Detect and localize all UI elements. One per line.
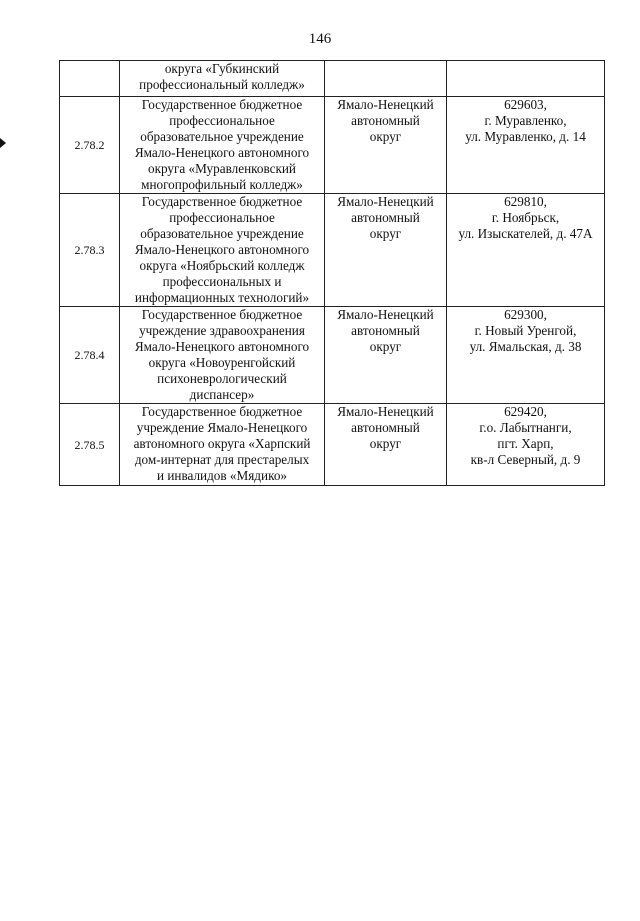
row-number: 2.78.3	[60, 194, 120, 307]
institution-name-line: многопрофильный колледж»	[141, 177, 303, 192]
region-cell-line: Ямало-Ненецкий	[337, 307, 434, 322]
region-cell-line: автономный	[351, 210, 420, 225]
institution-name-line: округа «Ноябрьский колледж	[139, 258, 305, 273]
institutions-table	[59, 60, 605, 486]
region-cell-line: округ	[369, 436, 402, 451]
institution-name	[120, 61, 325, 97]
address-cell	[447, 97, 605, 194]
table-row	[60, 97, 605, 194]
scan-mark	[0, 138, 6, 148]
institution-name-line: Государственное бюджетное	[141, 194, 303, 209]
institution-name-line: образовательное учреждение	[140, 129, 304, 144]
address-cell	[447, 194, 605, 307]
row-number	[60, 61, 120, 97]
region-cell-line: Ямало-Ненецкий	[337, 194, 434, 209]
region-cell-line: округ	[369, 226, 402, 241]
institution-name-line: автономного округа «Харпский	[133, 436, 311, 451]
institution-name-line: профессиональное	[169, 113, 275, 128]
address-cell-line: г.о. Лабытнанги,	[479, 420, 572, 435]
address-cell-line: 629300,	[504, 307, 547, 322]
address-cell-line: ул. Муравленко, д. 14	[465, 129, 586, 144]
institution-name-line: учреждение Ямало-Ненецкого	[136, 420, 308, 435]
region-cell-line: Ямало-Ненецкий	[337, 404, 434, 419]
institution-name-line: учреждение здравоохранения	[139, 323, 305, 338]
row-number: 2.78.4	[60, 307, 120, 404]
address-cell-line: 629420,	[504, 404, 547, 419]
institution-name-line: Ямало-Ненецкого автономного	[134, 242, 310, 257]
institution-name	[120, 194, 325, 307]
institution-name-line: диспансер»	[189, 387, 255, 402]
institution-name-line: дом-интернат для престарелых	[134, 452, 310, 467]
institution-name	[120, 97, 325, 194]
region-cell-line: автономный	[351, 323, 420, 338]
institution-name-line: информационных технологий»	[134, 290, 310, 305]
address-cell-line: г. Муравленко,	[484, 113, 567, 128]
address-cell-line: кв-л Северный, д. 9	[470, 452, 581, 467]
institution-name-line: округа «Муравленковский	[147, 161, 296, 176]
address-cell	[447, 61, 605, 97]
institution-name-line: Государственное бюджетное	[141, 97, 303, 112]
institution-name	[120, 404, 325, 486]
institution-name-line: Ямало-Ненецкого автономного	[134, 339, 310, 354]
institution-name-line: и инвалидов «Мядико»	[156, 468, 288, 483]
address-cell	[447, 307, 605, 404]
institution-name-line: профессиональных и	[162, 274, 282, 289]
table-row	[60, 307, 605, 404]
page-number: 146	[308, 31, 332, 47]
region-cell	[325, 61, 447, 97]
institution-name-line: округа «Губкинский	[164, 61, 280, 76]
region-cell-line: Ямало-Ненецкий	[337, 97, 434, 112]
region-cell	[325, 97, 447, 194]
institution-name-line: образовательное учреждение	[140, 226, 304, 241]
institution-name-line: профессиональное	[169, 210, 275, 225]
region-cell-line: округ	[369, 129, 402, 144]
region-cell	[325, 307, 447, 404]
address-cell-line: ул. Изыскателей, д. 47А	[458, 226, 593, 241]
address-cell-line: ул. Ямальская, д. 38	[469, 339, 582, 354]
institution-name	[120, 307, 325, 404]
table-row	[60, 194, 605, 307]
institution-name-line: профессиональный колледж»	[139, 77, 305, 92]
institution-name-line: психоневрологический	[157, 371, 287, 386]
address-cell-line: 629810,	[504, 194, 547, 209]
table-row	[60, 404, 605, 486]
institution-name-line: Ямало-Ненецкого автономного	[134, 145, 310, 160]
region-cell	[325, 404, 447, 486]
row-number: 2.78.2	[60, 97, 120, 194]
institution-name-line: Государственное бюджетное	[141, 404, 303, 419]
table-body	[60, 61, 605, 486]
region-cell-line: автономный	[351, 113, 420, 128]
address-cell-line: г. Ноябрьск,	[491, 210, 560, 225]
address-cell-line: 629603,	[504, 97, 547, 112]
row-number: 2.78.5	[60, 404, 120, 486]
address-cell-line: пгт. Харп,	[497, 436, 554, 451]
address-cell-line: г. Новый Уренгой,	[474, 323, 577, 338]
address-cell	[447, 404, 605, 486]
table-row	[60, 61, 605, 97]
region-cell-line: автономный	[351, 420, 420, 435]
region-cell	[325, 194, 447, 307]
institution-name-line: округа «Новоуренгойский	[148, 355, 296, 370]
institution-name-line: Государственное бюджетное	[141, 307, 303, 322]
region-cell-line: округ	[369, 339, 402, 354]
